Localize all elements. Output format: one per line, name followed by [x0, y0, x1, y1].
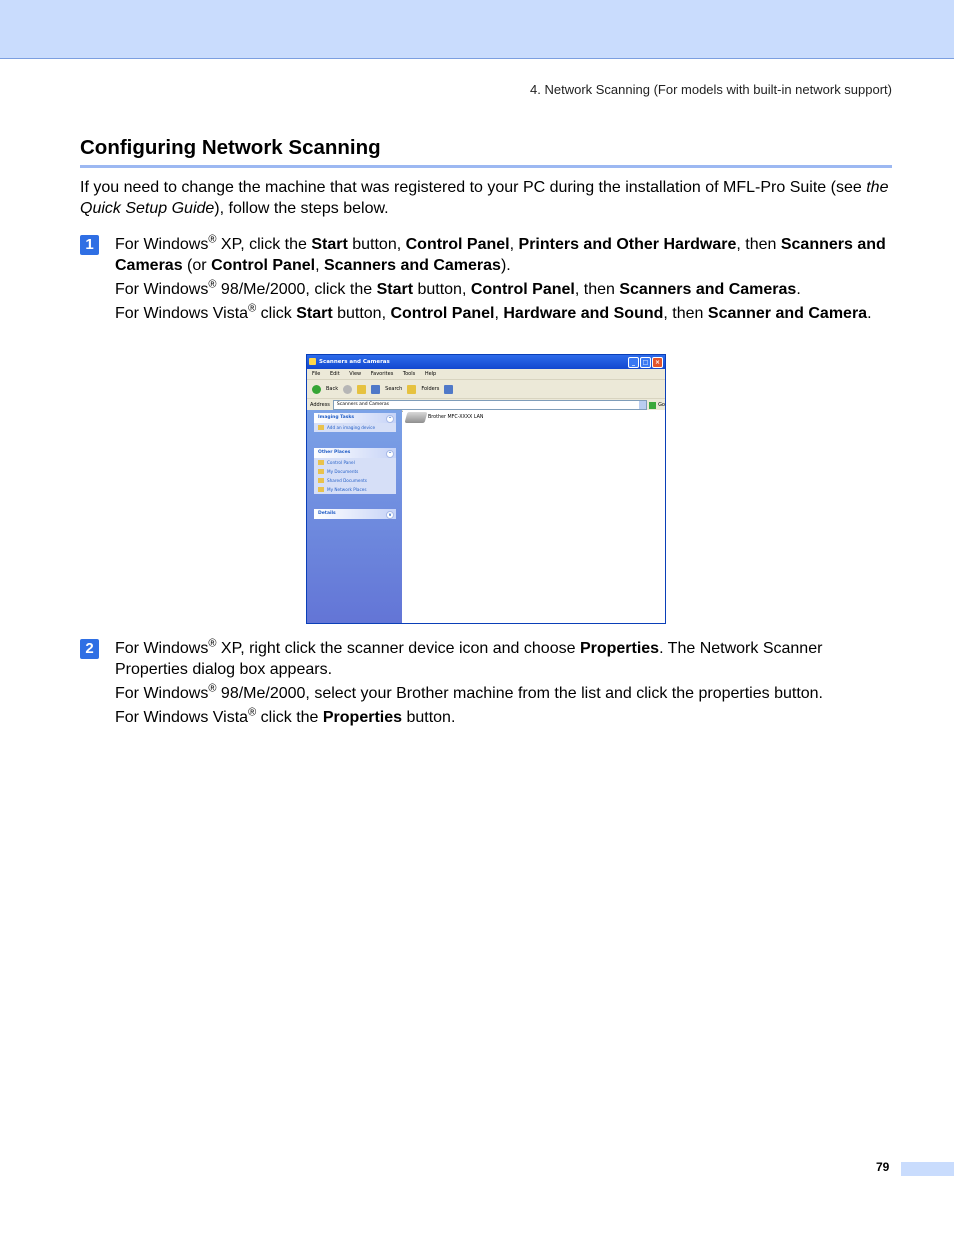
folder-icon: [318, 469, 324, 474]
running-header: 4. Network Scanning (For models with built-in network support): [530, 82, 892, 97]
menu-bar: [307, 369, 665, 380]
title-underline: [80, 165, 892, 168]
address-value: Scanners and Cameras: [336, 402, 390, 407]
network-icon: [318, 487, 324, 492]
window-titlebar: [307, 355, 665, 369]
my-network-places-link: My Network Places: [314, 485, 396, 494]
control-panel-icon: [318, 460, 324, 465]
imaging-tasks-header: Imaging Tasks ^: [314, 413, 396, 423]
address-dropdown-icon: [639, 401, 646, 409]
step-1-xp: For Windows® XP, click the Start button, Control Panel, Printers and Other Hardware, then Scanners and Cameras (or Control Panel, Scanners and Cameras).: [115, 233, 886, 274]
scanner-device-item: [406, 412, 484, 423]
go-arrow-icon: [649, 402, 656, 409]
scanner-icon: [405, 412, 428, 423]
add-device-icon: [318, 425, 324, 430]
intro-paragraph: If you need to change the machine that was registered to your PC during the installation of MFL-Pro Suite (see the Quick Setup Guide), follow the steps below.: [80, 179, 889, 217]
expand-icon: v: [386, 511, 394, 519]
imaging-tasks-box: [314, 413, 396, 432]
step-2-98me2000: For Windows® 98/Me/2000, select your Brother machine from the list and click the properties button.: [115, 682, 823, 702]
step-1-98me2000: For Windows® 98/Me/2000, click the Start button, Control Panel, then Scanners and Cameras.: [115, 278, 801, 298]
search-label: Search: [385, 386, 403, 392]
step-number-badge: 1: [80, 235, 99, 255]
address-field: [333, 400, 647, 410]
collapse-icon: ^: [386, 450, 394, 458]
folder-icon: [318, 478, 324, 483]
section-title: Configuring Network Scanning: [80, 136, 381, 159]
step-2-xp: For Windows® XP, right click the scanner device icon and choose Properties. The Network Scanner Properties dialog box appears.: [115, 637, 823, 678]
address-label: Address: [310, 402, 330, 408]
add-imaging-device-link: Add an imaging device: [314, 423, 396, 432]
menu-favorites: Favorites: [370, 371, 394, 377]
scanners-cameras-screenshot: [306, 354, 666, 624]
go-label: Go: [658, 402, 665, 408]
control-panel-link: Control Panel: [314, 458, 396, 467]
collapse-icon: ^: [386, 415, 394, 423]
menu-view: View: [349, 371, 362, 377]
folders-label: Folders: [421, 386, 440, 392]
step-2: [80, 638, 892, 731]
footer-band: [901, 1162, 954, 1176]
menu-edit: Edit: [329, 371, 340, 377]
step-1-vista: For Windows Vista® click Start button, Control Panel, Hardware and Sound, then Scanner and Camera.: [115, 302, 872, 322]
search-icon: [371, 385, 380, 394]
content-area: [403, 410, 665, 623]
menu-tools: Tools: [402, 371, 416, 377]
window-title: Scanners and Cameras: [319, 359, 390, 365]
step-1: [80, 234, 892, 327]
camera-folder-icon: [309, 358, 316, 365]
step-2-vista: For Windows Vista® click the Properties button.: [115, 706, 456, 726]
page-number: 79: [876, 1160, 890, 1174]
other-places-box: [314, 448, 396, 494]
close-icon: ×: [652, 357, 663, 368]
up-folder-icon: [357, 385, 366, 394]
menu-file: File: [312, 371, 321, 377]
details-box: [314, 509, 396, 519]
my-documents-link: My Documents: [314, 467, 396, 476]
views-icon: [444, 385, 453, 394]
maximize-icon: □: [640, 357, 651, 368]
details-header: Details v: [314, 509, 396, 519]
step-number-badge: 2: [80, 639, 99, 659]
folders-icon: [407, 385, 416, 394]
menu-help: Help: [424, 371, 437, 377]
toolbar: [307, 380, 665, 399]
minimize-icon: _: [628, 357, 639, 368]
window-controls: [628, 357, 663, 368]
back-label: Back: [326, 386, 339, 392]
top-band: [0, 0, 954, 59]
back-icon: [312, 385, 321, 394]
shared-documents-link: Shared Documents: [314, 476, 396, 485]
task-pane: [307, 410, 402, 623]
forward-icon: [343, 385, 352, 394]
device-label: Brother MFC-XXXX LAN: [428, 415, 484, 420]
other-places-header: Other Places ^: [314, 448, 396, 458]
